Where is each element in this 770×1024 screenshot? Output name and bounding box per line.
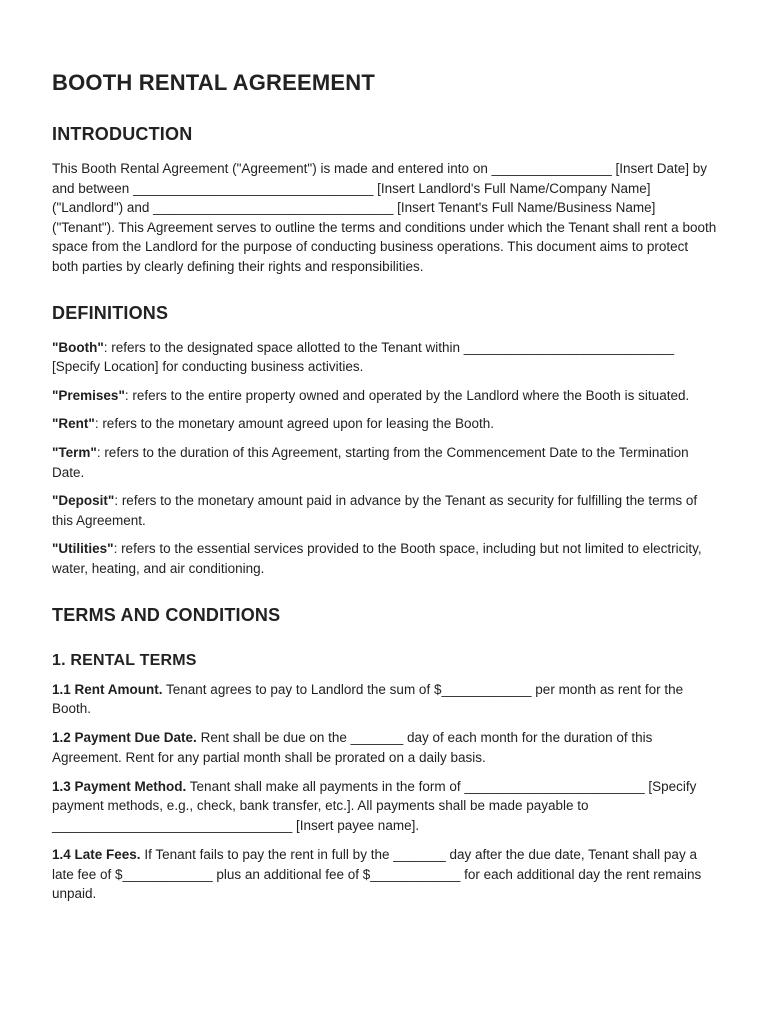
- definition-term: "Term": [52, 444, 97, 460]
- definition-term: "Utilities": [52, 541, 114, 557]
- clause-late-fees: [52, 845, 718, 904]
- introduction-heading: INTRODUCTION: [52, 124, 193, 144]
- definition-term: "Premises": [52, 387, 125, 403]
- definition-text: : refers to the monetary amount paid in advance by the Tenant as security for fulfilling the terms of this Agreement.: [52, 493, 698, 528]
- definition-term: "Rent": [52, 416, 95, 432]
- definition-term: "Booth": [52, 339, 104, 355]
- rental-terms-subheading: 1. RENTAL TERMS: [52, 651, 197, 669]
- clause-label: 1.1 Rent Amount.: [52, 681, 163, 697]
- clause-payment-method: [52, 777, 718, 836]
- definition-utilities: [52, 539, 718, 578]
- definition-booth: [52, 338, 718, 377]
- definition-text: : refers to the entire property owned and operated by the Landlord where the Booth is situated.: [124, 387, 690, 403]
- definition-text: : refers to the monetary amount agreed upon for leasing the Booth.: [94, 416, 495, 432]
- clause-text: Tenant agrees to pay to Landlord the sum of $____________ per month as rent for the Booth.: [52, 681, 684, 717]
- definition-rent: [52, 414, 718, 434]
- definitions-list: [52, 338, 718, 579]
- terms-heading: TERMS AND CONDITIONS: [52, 604, 281, 625]
- clause-label: 1.2 Payment Due Date.: [52, 730, 197, 746]
- definition-deposit: [52, 491, 718, 530]
- definition-text: : refers to the essential services provided to the Booth space, including but not limited to electricity, water, heating, and air conditioning.: [52, 541, 702, 576]
- definitions-heading: DEFINITIONS: [52, 302, 169, 323]
- document-title: BOOTH RENTAL AGREEMENT: [52, 70, 375, 95]
- clause-payment-due-date: [52, 728, 718, 767]
- definition-term-duration: [52, 443, 718, 482]
- introduction-paragraph: This Booth Rental Agreement ("Agreement") is made and entered into on ________________ [Insert Date] by and between ________________________________ [Insert Landlord's Full Name/Company Name] ("Landlord") and ________________________________ [Insert Tenant's Full Name/Business Name] ("Tenant"). This Agreement serves to outline the terms and conditions under which the Tenant shall rent a booth space from the Landlord for the purpose of conducting business operations. This document aims to protect both parties by clearly defining their rights and responsibilities.: [52, 161, 717, 274]
- clause-text: Tenant shall make all payments in the form of ________________________ [Specify payment methods, e.g., check, bank transfer, etc.]. All payments shall be made payable to ________________________________ [Insert payee name].: [52, 778, 697, 834]
- clause-text: If Tenant fails to pay the rent in full by the _______ day after the due date, Tenant shall pay a late fee of $____________ plus an additional fee of $____________ for each additional day the rent remains unpaid.: [52, 847, 702, 902]
- definition-text: : refers to the duration of this Agreement, starting from the Commencement Date to the Termination Date.: [52, 444, 689, 480]
- clause-label: 1.4 Late Fees.: [52, 847, 141, 863]
- clause-text: Rent shall be due on the _______ day of each month for the duration of this Agreement. Rent for any partial month shall be prorated on a daily basis.: [52, 730, 653, 765]
- definition-term: "Deposit": [52, 493, 115, 509]
- definition-text: : refers to the designated space allotted to the Tenant within ____________________________ [Specify Location] for conducting business activities.: [52, 339, 675, 375]
- definition-premises: [52, 386, 718, 406]
- clause-rent-amount: [52, 680, 718, 719]
- clause-label: 1.3 Payment Method.: [52, 778, 187, 794]
